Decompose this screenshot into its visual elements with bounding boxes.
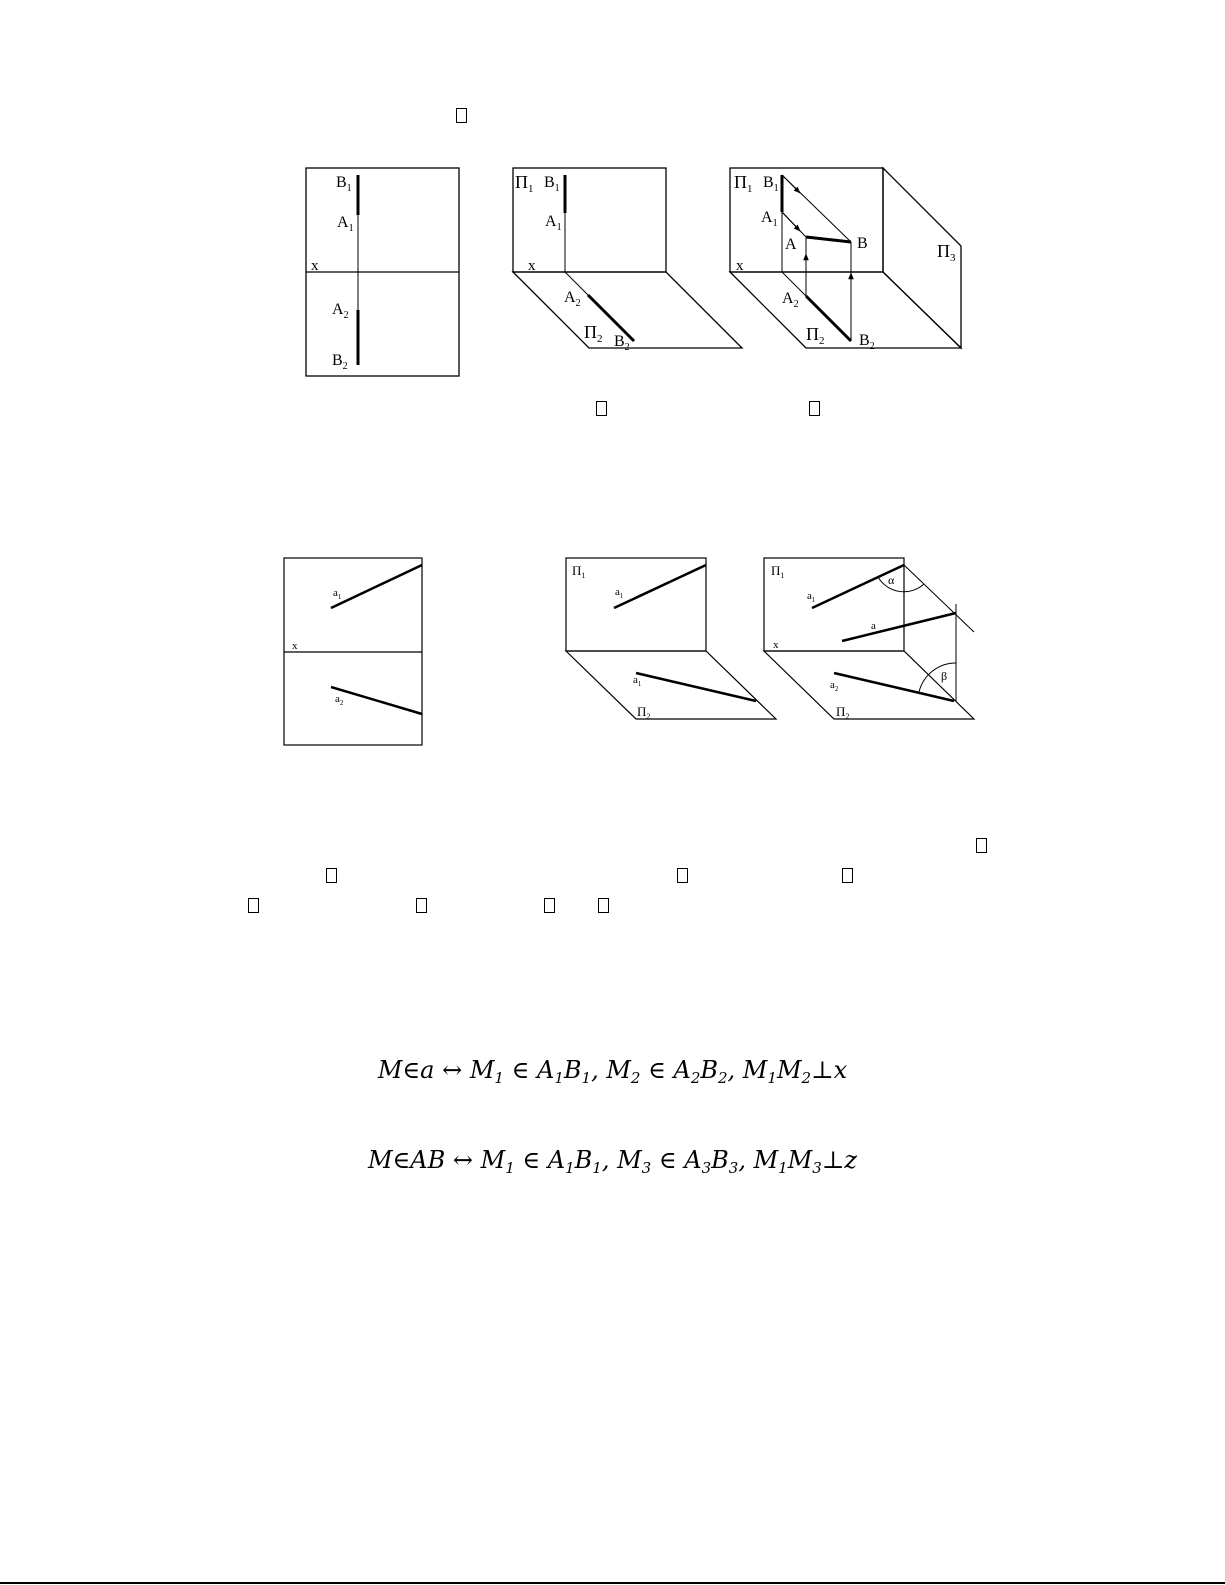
missing-glyph-box <box>248 898 259 913</box>
label-A1-sub: 1 <box>348 223 354 234</box>
svg-text:Π2 <box>836 704 849 721</box>
label-a: a <box>871 620 876 632</box>
svg-text:A2 <box>332 301 349 321</box>
formula-point-on-line: M∈a ↔ $M_1$ ∈ $A_1B_1$, $M_2$ ∈ $A_2B_2$, $M_1M_2\perp x$ <box>377 1056 848 1087</box>
svg-text:B2 <box>859 332 875 352</box>
label-Pi2: Π <box>584 322 597 342</box>
missing-glyph-box <box>598 898 609 913</box>
label-a2: a <box>633 674 638 686</box>
svg-text:A2 <box>564 289 581 309</box>
label-A2-sub: 2 <box>793 299 799 310</box>
label-A1: A <box>337 214 349 231</box>
panel-two-planes <box>513 168 742 353</box>
label-A1-sub: 1 <box>772 218 778 229</box>
label-beta: β <box>941 669 948 683</box>
svg-text:a1 <box>633 674 642 688</box>
label-B: B <box>857 235 868 252</box>
label-B1-sub: 1 <box>773 183 779 194</box>
label-A1: A <box>761 209 773 226</box>
svg-text:a2 <box>830 679 839 693</box>
label-A2-sub: 2 <box>343 310 349 321</box>
svg-text:B2 <box>332 352 348 372</box>
svg-text:A1 <box>337 214 354 234</box>
label-a2: a <box>335 693 340 705</box>
label-Pi2: Π <box>637 704 647 719</box>
label-Pi2-sub: 2 <box>845 712 850 721</box>
panel-epure <box>284 558 422 745</box>
figure-line-projections <box>0 540 1225 770</box>
label-a1: a <box>807 590 812 602</box>
label-A2: A <box>332 301 344 318</box>
axis-label-x: x <box>736 258 744 274</box>
label-a1-sub: 1 <box>619 592 624 600</box>
missing-glyph-box <box>677 868 688 883</box>
label-B2: B <box>332 352 343 369</box>
label-Pi1: Π <box>734 172 747 192</box>
label-B2-sub: 2 <box>342 361 348 372</box>
missing-glyph-box <box>842 868 853 883</box>
svg-text:a1 <box>615 586 624 600</box>
label-Pi3-sub: 3 <box>950 252 956 264</box>
missing-glyph-box <box>809 401 820 416</box>
svg-text:A2 <box>782 290 799 310</box>
label-alpha: α <box>888 573 895 587</box>
panel-line-in-space <box>764 558 974 721</box>
label-Pi2: Π <box>836 704 846 719</box>
svg-text:B1 <box>544 174 560 194</box>
svg-text:a2 <box>335 693 344 707</box>
label-a2-sub: 1 <box>637 680 642 688</box>
label-Pi1: Π <box>771 563 781 578</box>
label-Pi2-sub: 2 <box>646 712 651 721</box>
label-a2-sub: 2 <box>834 685 839 693</box>
svg-text:Π2 <box>806 324 825 347</box>
axis-label-x: x <box>773 639 779 651</box>
svg-text:Π1 <box>771 563 784 580</box>
missing-glyph-box <box>596 401 607 416</box>
panel-epure <box>306 168 459 376</box>
svg-text:B1 <box>336 174 352 194</box>
label-a2: a <box>830 679 835 691</box>
label-Pi1-sub: 1 <box>780 571 785 580</box>
svg-text:B1 <box>763 174 779 194</box>
missing-glyph-box <box>976 838 987 853</box>
label-a1-sub: 1 <box>337 593 342 601</box>
figure-segment-projections <box>0 0 1225 400</box>
label-A: A <box>785 236 797 253</box>
label-A1-sub: 1 <box>556 222 562 233</box>
svg-text:Π2 <box>584 322 603 345</box>
missing-glyph-box <box>416 898 427 913</box>
missing-glyph-box <box>544 898 555 913</box>
label-Pi3: Π <box>937 241 950 261</box>
label-A2: A <box>564 289 576 306</box>
label-a2-sub: 2 <box>339 699 344 707</box>
label-B1: B <box>336 174 347 191</box>
panel-three-planes <box>730 168 961 352</box>
label-Pi2: Π <box>806 324 819 344</box>
axis-label-x: x <box>311 258 319 274</box>
panel-two-planes <box>566 558 776 721</box>
label-Pi1: Π <box>572 563 582 578</box>
label-A1: A <box>545 213 557 230</box>
label-a1-sub: 1 <box>811 596 816 604</box>
svg-text:Π1 <box>734 172 753 195</box>
label-A2-sub: 2 <box>575 298 581 309</box>
label-B2-sub: 2 <box>624 342 630 353</box>
label-B2: B <box>614 333 625 350</box>
svg-text:A1 <box>761 209 778 229</box>
label-B1: B <box>544 174 555 191</box>
svg-text:a1 <box>333 587 342 601</box>
svg-text:Π1 <box>572 563 585 580</box>
svg-text:Π2 <box>637 704 650 721</box>
label-B1-sub: 1 <box>554 183 560 194</box>
label-Pi1-sub: 1 <box>528 183 534 195</box>
formula-point-on-segment: M∈AB ↔ $M_1$ ∈ $A_1B_1$, $M_3$ ∈ $A_3B_3$, $M_1M_3\perp z$ <box>367 1146 858 1177</box>
label-Pi2-sub: 2 <box>597 333 603 345</box>
axis-label-x: x <box>292 640 298 652</box>
label-B2-sub: 2 <box>869 341 875 352</box>
svg-text:Π3 <box>937 241 956 264</box>
label-A2: A <box>782 290 794 307</box>
footer-rule <box>0 1582 1225 1584</box>
label-B1: B <box>763 174 774 191</box>
svg-text:a1 <box>807 590 816 604</box>
axis-label-x: x <box>528 258 536 274</box>
label-Pi1: Π <box>515 172 528 192</box>
label-Pi1-sub: 1 <box>581 571 586 580</box>
label-Pi2-sub: 2 <box>819 335 825 347</box>
svg-text:A1 <box>545 213 562 233</box>
svg-text:Π1 <box>515 172 534 195</box>
label-a1: a <box>615 586 620 598</box>
label-Pi1-sub: 1 <box>747 183 753 195</box>
label-a1: a <box>333 587 338 599</box>
label-B1-sub: 1 <box>346 183 352 194</box>
label-B2: B <box>859 332 870 349</box>
missing-glyph-box <box>326 868 337 883</box>
